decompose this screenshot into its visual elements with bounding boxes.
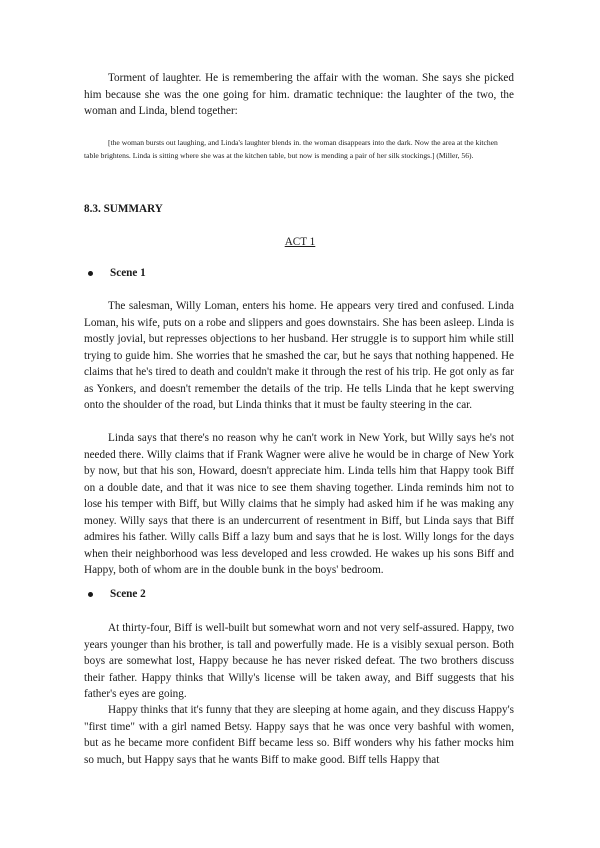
bullet-icon	[88, 271, 93, 276]
scene-2-paragraph-1: At thirty-four, Biff is well-built but somewhat worn and not very self-assured. Happy, two years younger than his brother, is tall and powerfully made. He is a visibly sexual person. Both boys are somewhat lost, Happy because he has never risked defeat. The two brothers discuss their father. Happy thinks that Willy's license will be taken away, and Biff suggests that his father's eyes are going.	[84, 622, 514, 700]
scene-2-paragraph-2: Happy thinks that it's funny that they are sleeping at home again, and they discuss Happy's "first time" with a girl named Betsy. Happy says that he was once very bashful with women, but as he became more confident Biff became less so. Biff wonders why his father mocks him so much, but Happy says that he wants Biff to make good. Biff tells Happy that	[84, 704, 514, 766]
scene-2-heading	[88, 588, 146, 600]
scene-1-heading	[88, 267, 146, 279]
block-quote: [the woman bursts out laughing, and Linda's laughter blends in. the woman disappears into the dark. Now the area at the kitchen table brightens. Linda is sitting where she was at the kitchen table, but now is mending a pair of her silk stockings.] (Miller, 56).	[84, 138, 498, 160]
scene-1-title: Scene 1	[110, 267, 146, 279]
scene-1-paragraph-1: The salesman, Willy Loman, enters his home. He appears very tired and confused. Linda Loman, his wife, puts on a robe and slippers and goes downstairs. She has been asleep. Linda is mostly jovial, but represses objections to her husband. Her struggle is to support him while still trying to guide him. She worries that he smashed the car, but he says that nothing happened. He claims that he's tired to death and couldn't make it through the rest of his trip. He got only as far as Yonkers, and doesn't remember the details of the trip. He tells Linda that he kept swerving onto the shoulder of the road, but Linda thinks that it must be faulty steering in the car.	[84, 300, 514, 411]
intro-paragraph: Torment of laughter. He is remembering the affair with the woman. She says she picked him because she was the one going for him. dramatic technique: the laughter of the two, the woman and Linda, blend together:	[84, 72, 514, 117]
scene-2-title: Scene 2	[110, 588, 146, 600]
scene-1-paragraph-2: Linda says that there's no reason why he can't work in New York, but Willy says he's not needed there. Willy claims that if Frank Wagner were alive he would be in charge of New York by now, but that his son, Howard, doesn't appreciate him. Linda tells him that Happy took Biff on a double date, and that it was nice to see them shaving together. Linda reminds him not to lose his temper with Biff, but Willy claims that he simply had asked him if he was making any money. Willy says that there is an undercurrent of resentment in Biff, but Linda says that Biff admires his father. Willy calls Biff a lazy bum and says that he is lost. Willy longs for the days when their neighborhood was less developed and less crowded. He wakes up his sons Biff and Happy, both of whom are in the double bunk in the boys' bedroom.	[84, 432, 514, 576]
bullet-icon	[88, 592, 93, 597]
act-title: ACT 1	[284, 236, 316, 248]
section-heading: 8.3. SUMMARY	[84, 203, 163, 215]
